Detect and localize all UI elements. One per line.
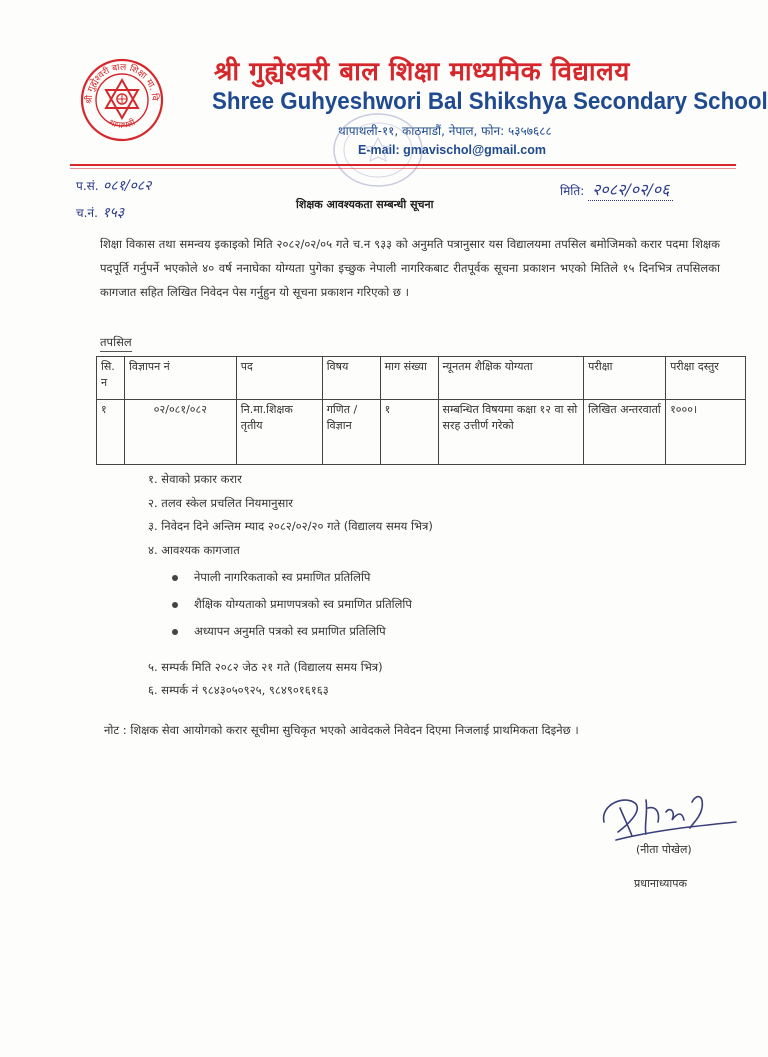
notice-note: नोट : शिक्षक सेवा आयोगको करार सूचीमा सुचिकृत भएको आवेदकले निवेदन दिएमा निजलाई प्राथमिकता दिइनेछ ।	[104, 723, 579, 737]
chalani-number-value: १५३	[102, 205, 125, 221]
date-label: मिति:	[560, 184, 585, 198]
table-header-cell: परीक्षा दस्तुर	[666, 357, 746, 400]
table-cell: सम्बन्धित विषयमा कक्षा १२ वा सो सरह उत्तीर्ण गरेको	[438, 400, 584, 465]
table-cell: गणित /विज्ञान	[322, 400, 380, 465]
table-cell: १	[97, 400, 125, 465]
school-address: थापाथली-११, काठमाडौं, नेपाल, फोन: ५३५७६८८	[338, 124, 552, 138]
table-header-row	[97, 357, 746, 400]
table-header-cell: न्यूनतम शैक्षिक योग्यता	[438, 357, 584, 400]
date-value: २०८२/०२/०६	[588, 180, 673, 201]
header-divider	[70, 164, 736, 166]
patra-sankhya-value: ०८१/०८२	[103, 178, 152, 194]
document-item: शैक्षिक योग्यताको प्रमाणपत्रको स्व प्रमाणित प्रतिलिपि	[172, 597, 412, 623]
table-cell: १	[380, 400, 438, 465]
document-item: नेपाली नागरिकताको स्व प्रमाणित प्रतिलिपि	[172, 570, 412, 596]
contact-list	[148, 656, 383, 702]
signatory-title: प्रधानाध्यापक	[634, 877, 687, 890]
table-cell: ०२/०८१/०८२	[124, 400, 236, 465]
email-label: E-mail:	[358, 143, 400, 157]
logo-text-top: श्री गुह्येश्वरी बाल शिक्षा मा. वि	[84, 62, 160, 104]
conditions-list	[148, 468, 433, 562]
table-cell: नि.मा.शिक्षक तृतीय	[236, 400, 322, 465]
document-item: अध्यापन अनुमति पत्रको स्व प्रमाणित प्रतिलिपि	[172, 624, 412, 650]
table-cell: १०००।	[666, 400, 746, 465]
tapsil-label: तपसिल	[100, 335, 132, 352]
table-header-cell: सि. न	[97, 357, 125, 400]
list-item: २. तलव स्केल प्रचलित नियमानुसार	[148, 495, 294, 510]
table-header-cell: विज्ञापन नं	[124, 357, 236, 400]
office-stamp-icon	[330, 110, 426, 190]
school-logo-icon	[80, 58, 164, 142]
table-header-cell: विषय	[322, 357, 380, 400]
patra-sankhya	[76, 176, 151, 195]
signature-icon	[596, 782, 746, 848]
list-item: ४. आवश्यक कागजात	[148, 542, 240, 557]
table-header-cell: माग संख्या	[380, 357, 438, 400]
list-item: ३. निवेदन दिने अन्तिम म्याद २०८२/०२/२० गते (विद्यालय समय भित्र)	[148, 519, 433, 533]
list-item: १. सेवाको प्रकार करार	[148, 472, 242, 486]
header-divider-thin	[70, 168, 736, 169]
notice-subject: शिक्षक आवश्यकता सम्बन्धी सूचना	[296, 198, 434, 211]
email-address[interactable]: gmavischol@gmail.com	[403, 143, 546, 157]
table-row	[97, 400, 746, 465]
documents-list	[172, 570, 412, 651]
list-item: ६. सम्पर्क नं ९८४३०५०९२५, ९८४९०१६१६३	[148, 683, 329, 697]
notice-body: शिक्षा विकास तथा समन्वय इकाइको मिति २०८२/०२/०५ गते च.न ९३३ को अनुमति पत्रानुसार यस विद्यालयमा तपसिल बमोजिमको करार पदमा शिक्षक पदपूर्ति गर्नुपर्ने भएकोले ४० वर्ष ननाघेका योग्यता पुगेका इच्छुक नेपाली नागरिकबाट रीतपूर्वक सूचना प्रकाशन भएको मितिले १५ दिनभित्र तपसिलका कागजात सहित लिखित निवेदन पेस गर्नुहुन यो सूचना प्रकाशन गरिएको छ ।	[100, 237, 720, 299]
table-header-cell: पद	[236, 357, 322, 400]
list-item: ५. सम्पर्क मिति २०८२ जेठ २१ गते (विद्यालय समय भित्र)	[148, 660, 383, 674]
school-name-nepali: श्री गुह्येश्वरी बाल शिक्षा माध्यमिक विद्यालय	[214, 57, 630, 87]
chalani-number-label: च.नं.	[76, 206, 98, 220]
school-name-english: Shree Guhyeshwori Bal Shikshya Secondary School	[212, 88, 768, 115]
vacancy-table	[96, 356, 746, 465]
table-cell: लिखित अन्तरवार्ता	[584, 400, 666, 465]
notice-date	[560, 178, 673, 200]
chalani-number	[76, 203, 124, 222]
signatory-name: (नीता पोखेल)	[636, 843, 692, 856]
table-header-cell: परीक्षा	[584, 357, 666, 400]
patra-sankhya-label: प.सं.	[76, 179, 99, 193]
logo-text-bottom: थापाथली	[107, 117, 137, 131]
